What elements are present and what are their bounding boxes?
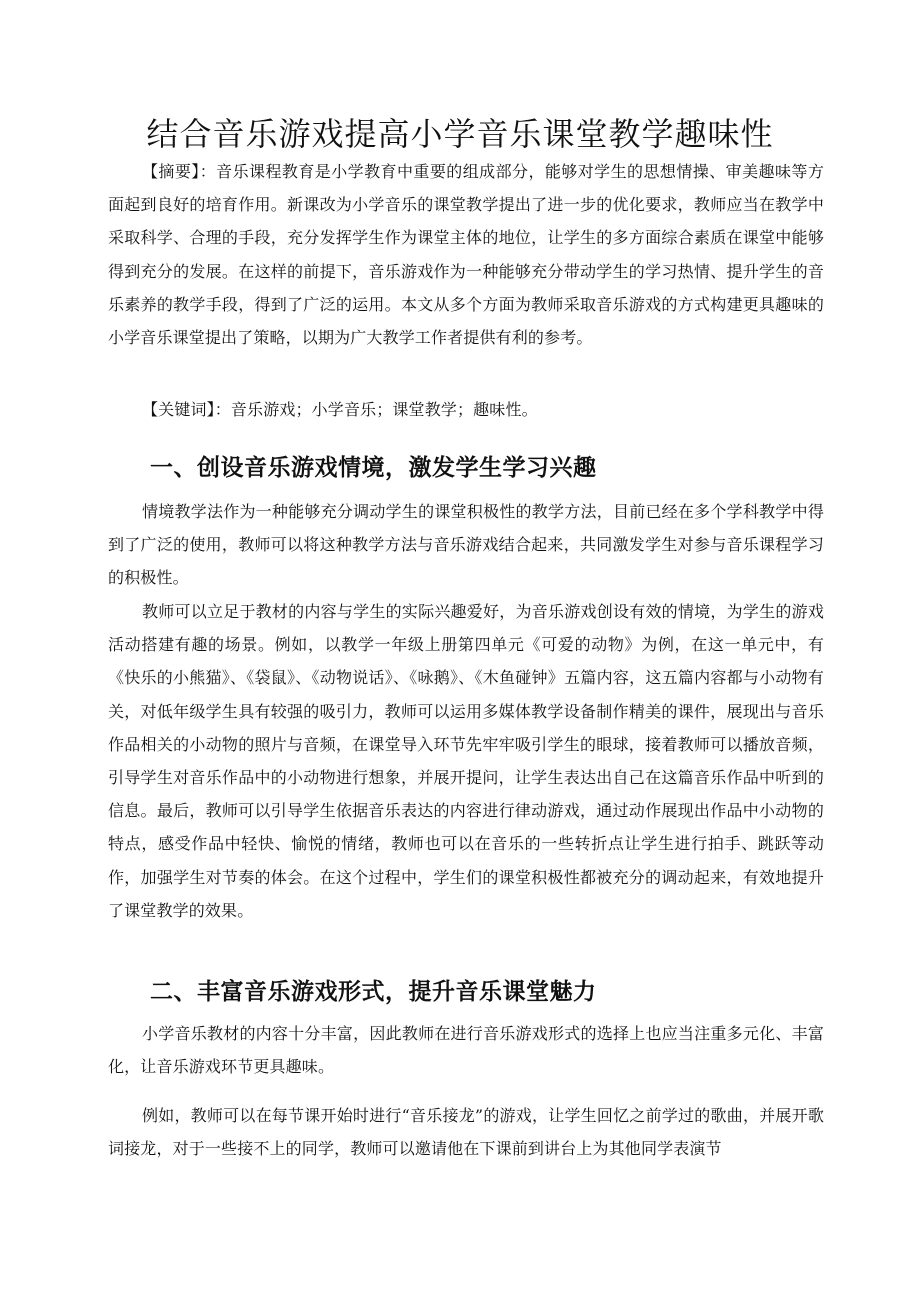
section-2-paragraph-1: 小学音乐教材的内容十分丰富，因此教师在进行音乐游戏形式的选择上也应当注重多元化、丰富化，让音乐游戏环节更具趣味。 [108, 1024, 824, 1077]
section-2-paragraph-2: 例如，教师可以在每节课开始时进行“音乐接龙”的游戏，让学生回忆之前学过的歌曲，并展开歌词接龙，对于一些接不上的同学，教师可以邀请他在下课前到讲台上为其他同学表演节 [108, 1106, 824, 1159]
section-2-heading: 二、丰富音乐游戏形式，提升音乐课堂魅力 [150, 979, 597, 1005]
document-title: 结合音乐游戏提高小学音乐课堂教学趣味性 [146, 115, 774, 153]
section-1-heading: 一、创设音乐游戏情境，激发学生学习兴趣 [150, 455, 597, 481]
section-1-paragraph-1: 情境教学法作为一种能够充分调动学生的课堂积极性的教学方法，目前已经在多个学科教学中得到了广泛的使用，教师可以将这种教学方法与音乐游戏结合起来，共同激发学生对参与音乐课程学习的积极性。 [108, 502, 824, 588]
keywords-paragraph: 【关键词】：音乐游戏；小学音乐；课堂教学；趣味性。 [142, 400, 538, 419]
abstract-paragraph: 【摘要】：音乐课程教育是小学教育中重要的组成部分，能够对学生的思想情操、审美趣味等方面起到良好的培育作用。新课改为小学音乐的课堂教学提出了进一步的优化要求，教师应当在教学中采取科学、合理的手段，充分发挥学生作为课堂主体的地位，让学生的多方面综合素质在课堂中能够得到充分的发展。在这样的前提下，音乐游戏作为一种能够充分带动学生的学习热情、提升学生的音乐素养的教学手段，得到了广泛的运用。本文从多个方面为教师采取音乐游戏的方式构建更具趣味的小学音乐课堂提出了策略，以期为广大教学工作者提供有利的参考。 [108, 162, 824, 348]
section-1-paragraph-2: 教师可以立足于教材的内容与学生的实际兴趣爱好，为音乐游戏创设有效的情境，为学生的游戏活动搭建有趣的场景。例如，以教学一年级上册第四单元《可爱的动物》为例，在这一单元中，有《快乐的小熊猫》、《袋鼠》、《动物说话》、《咏鹅》、《木鱼碰钟》五篇内容，这五篇内容都与小动物有关，对低年级学生具有较强的吸引力，教师可以运用多媒体教学设备制作精美的课件，展现出与音乐作品相关的小动物的照片与音频，在课堂导入环节先牢牢吸引学生的眼球，接着教师可以播放音频，引导学生对音乐作品中的小动物进行想象，并展开提问，让学生表达出自己在这篇音乐作品中听到的信息。最后，教师可以引导学生依据音乐表达的内容进行律动游戏，通过动作展现出作品中小动物的特点，感受作品中轻快、愉悦的情绪，教师也可以在音乐的一些转折点让学生进行拍手、跳跃等动作，加强学生对节奏的体会。在这个过程中，学生们的课堂积极性都被充分的调动起来，有效地提升了课堂教学的效果。 [108, 602, 824, 920]
